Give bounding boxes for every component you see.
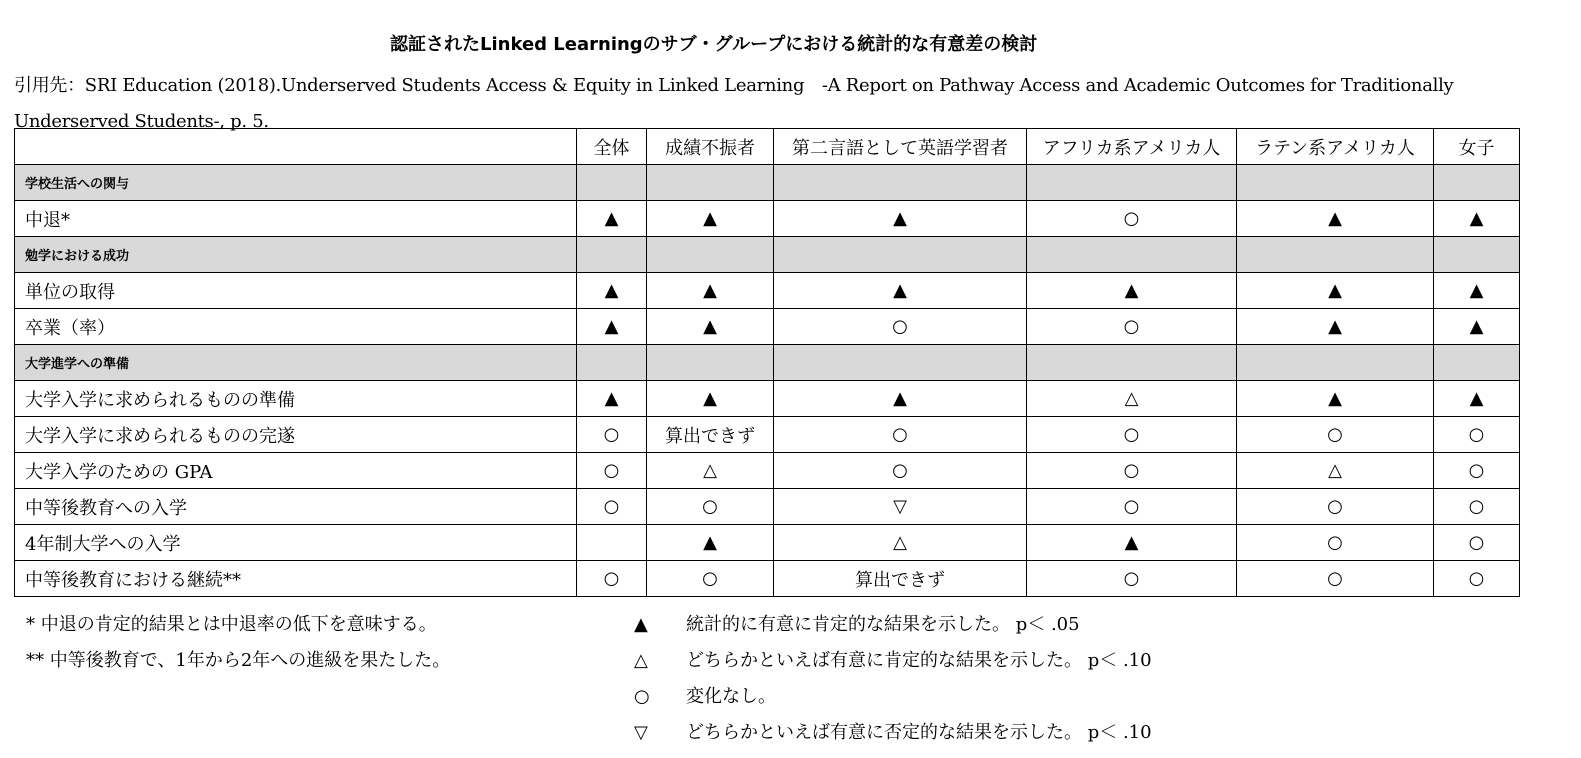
result-mark: ▲ (893, 388, 907, 409)
result-mark: ○ (1327, 496, 1343, 517)
results-table (14, 128, 1520, 597)
result-mark: ▲ (1469, 388, 1484, 409)
result-mark: ▲ (1328, 316, 1342, 337)
table-row (15, 273, 1520, 309)
result-mark: ○ (892, 316, 908, 337)
result-mark: ▲ (1469, 316, 1484, 337)
legend-item (634, 612, 1152, 648)
result-mark: ▲ (604, 280, 619, 301)
table-row (15, 309, 1520, 345)
section-empty-cell (647, 237, 774, 273)
section-empty-cell (647, 345, 774, 381)
result-mark: 算出できず (665, 425, 755, 447)
table-row (15, 417, 1520, 453)
row-label: 中退* (15, 201, 577, 237)
legend-text: どちらかといえば有意に否定的な結果を示した。 p＜ .10 (686, 722, 1152, 743)
result-cell (577, 201, 647, 237)
result-cell (1027, 309, 1237, 345)
result-mark: ○ (702, 568, 718, 589)
result-cell (774, 309, 1027, 345)
result-mark: ○ (1123, 208, 1140, 229)
section-empty-cell (647, 165, 774, 201)
result-cell (577, 417, 647, 453)
table-row (15, 381, 1520, 417)
result-cell (647, 489, 774, 525)
result-mark: ○ (603, 568, 620, 589)
footnote-dropout: * 中退の肯定的結果とは中退率の低下を意味する。 (26, 614, 437, 635)
result-mark: ○ (1468, 568, 1485, 589)
result-cell (1434, 489, 1520, 525)
result-cell (774, 561, 1027, 597)
result-cell (1027, 525, 1237, 561)
result-mark: ○ (1123, 316, 1140, 337)
section-label: 学校生活への関与 (15, 165, 577, 201)
section-empty-cell (774, 345, 1027, 381)
result-mark: ○ (1123, 460, 1140, 481)
result-mark: ○ (1327, 568, 1343, 589)
result-mark: ○ (1468, 424, 1485, 445)
circle-icon: ○ (634, 686, 650, 707)
table-row (15, 453, 1520, 489)
result-cell (647, 309, 774, 345)
section-empty-cell (1434, 345, 1520, 381)
result-mark: ○ (1123, 568, 1140, 589)
result-mark: ○ (1123, 424, 1140, 445)
result-cell (577, 273, 647, 309)
result-cell (577, 453, 647, 489)
result-cell (1237, 417, 1434, 453)
result-cell (1237, 201, 1434, 237)
result-mark: ○ (1468, 460, 1485, 481)
row-label: 中等後教育への入学 (15, 489, 577, 525)
section-label: 勉学における成功 (15, 237, 577, 273)
legend-text: 変化なし。 (686, 686, 776, 707)
result-mark: ▲ (1469, 208, 1484, 229)
title-text: 認証されたLinked Learningのサブ・グループにおける統計的な有意差の検討 (390, 34, 1038, 55)
outline-triangle-icon: △ (634, 650, 648, 671)
result-cell (1434, 525, 1520, 561)
result-mark: ▲ (1328, 280, 1342, 301)
result-mark: ▲ (1469, 280, 1484, 301)
result-mark: ○ (1468, 496, 1485, 517)
row-label: 大学入学に求められるものの完遂 (15, 417, 577, 453)
section-empty-cell (774, 237, 1027, 273)
result-mark: ▽ (893, 496, 907, 517)
result-cell (577, 525, 647, 561)
result-cell (647, 201, 774, 237)
result-mark: △ (1124, 388, 1139, 409)
result-cell (1237, 489, 1434, 525)
header-cell: 全体 (577, 129, 647, 165)
result-cell (1237, 273, 1434, 309)
section-empty-cell (1027, 165, 1237, 201)
legend-text: どちらかといえば有意に肯定的な結果を示した。 p＜ .10 (686, 650, 1152, 671)
result-cell (1434, 201, 1520, 237)
section-empty-cell (1237, 165, 1434, 201)
result-mark: ▲ (604, 388, 619, 409)
result-mark: ▲ (703, 532, 717, 553)
section-empty-cell (1434, 237, 1520, 273)
result-mark: 算出できず (855, 569, 945, 591)
legend (634, 612, 1152, 756)
result-cell (774, 273, 1027, 309)
result-cell (774, 489, 1027, 525)
result-mark: ▲ (1328, 388, 1342, 409)
legend-item (634, 648, 1152, 684)
table-row (15, 201, 1520, 237)
header-cell: ラテン系アメリカ人 (1237, 129, 1434, 165)
result-mark: ▲ (893, 208, 907, 229)
table-row (15, 489, 1520, 525)
result-mark: ▲ (604, 316, 619, 337)
down-triangle-icon: ▽ (634, 722, 648, 743)
result-cell (647, 453, 774, 489)
result-mark: ○ (1123, 496, 1140, 517)
row-label: 大学入学に求められるものの準備 (15, 381, 577, 417)
row-label: 単位の取得 (15, 273, 577, 309)
result-cell (1027, 381, 1237, 417)
legend-item (634, 720, 1152, 756)
result-cell (1434, 561, 1520, 597)
result-cell (577, 561, 647, 597)
result-mark: ○ (1327, 532, 1343, 553)
result-mark: ○ (1468, 532, 1485, 553)
result-cell (1027, 561, 1237, 597)
row-label: 4年制大学への入学 (15, 525, 577, 561)
citation: 引用先：SRI Education (2018).Underserved Students Access & Equity in Linked Learning -A Report on Pathway Access and Academic Outcomes for Traditionally Underserved Students-, p. 5. (14, 75, 1454, 132)
row-label: 大学入学のための GPA (15, 453, 577, 489)
result-cell (774, 201, 1027, 237)
legend-text: 統計的に有意に肯定的な結果を示した。 p＜ .05 (686, 614, 1080, 635)
section-row (15, 237, 1520, 273)
result-cell (1027, 453, 1237, 489)
result-mark: ▲ (1124, 532, 1139, 553)
result-cell (1237, 453, 1434, 489)
section-empty-cell (1237, 345, 1434, 381)
result-cell (1434, 417, 1520, 453)
result-mark: ▲ (703, 280, 717, 301)
result-cell (577, 489, 647, 525)
table-row (15, 561, 1520, 597)
result-cell (1027, 273, 1237, 309)
result-mark: ○ (892, 460, 908, 481)
result-cell (774, 381, 1027, 417)
result-cell (1434, 309, 1520, 345)
section-label: 大学進学への準備 (15, 345, 577, 381)
result-mark: ○ (702, 496, 718, 517)
result-cell (774, 453, 1027, 489)
header-cell: 成績不振者 (647, 129, 774, 165)
section-empty-cell (577, 237, 647, 273)
result-mark: ▲ (1124, 280, 1139, 301)
result-cell (1237, 309, 1434, 345)
result-cell (1027, 417, 1237, 453)
header-cell: 女子 (1434, 129, 1520, 165)
header-row (15, 129, 1520, 165)
result-mark: △ (893, 532, 907, 553)
result-mark: ▲ (703, 316, 717, 337)
footnote-continuation: ** 中等後教育で、1年から2年への進級を果たした。 (26, 650, 451, 671)
result-cell (1434, 273, 1520, 309)
header-cell: 第二言語として英語学習者 (774, 129, 1027, 165)
header-cell (15, 129, 577, 165)
result-cell (647, 381, 774, 417)
section-empty-cell (1237, 237, 1434, 273)
result-mark: △ (703, 460, 717, 481)
result-cell (1027, 489, 1237, 525)
result-cell (774, 417, 1027, 453)
section-empty-cell (774, 165, 1027, 201)
section-row (15, 345, 1520, 381)
section-empty-cell (577, 345, 647, 381)
result-mark: ○ (603, 460, 620, 481)
row-label: 中等後教育における継続** (15, 561, 577, 597)
filled-triangle-icon: ▲ (634, 614, 648, 635)
section-empty-cell (577, 165, 647, 201)
legend-item (634, 684, 1152, 720)
result-mark: ○ (1327, 424, 1343, 445)
result-cell (1434, 453, 1520, 489)
result-cell (1237, 561, 1434, 597)
section-row (15, 165, 1520, 201)
section-empty-cell (1434, 165, 1520, 201)
result-cell (774, 525, 1027, 561)
result-mark: ▲ (604, 208, 619, 229)
section-empty-cell (1027, 237, 1237, 273)
result-mark: △ (1328, 460, 1342, 481)
result-cell (1434, 381, 1520, 417)
section-empty-cell (1027, 345, 1237, 381)
result-cell (647, 561, 774, 597)
result-mark: ▲ (893, 280, 907, 301)
result-cell (1237, 525, 1434, 561)
result-cell (647, 525, 774, 561)
result-mark: ▲ (703, 208, 717, 229)
result-mark: ○ (603, 424, 620, 445)
footnotes (26, 612, 450, 684)
result-cell (577, 381, 647, 417)
result-cell (1237, 381, 1434, 417)
row-label: 卒業（率） (15, 309, 577, 345)
result-cell (1027, 201, 1237, 237)
result-mark: ▲ (1328, 208, 1342, 229)
result-mark: ▲ (703, 388, 717, 409)
table-body (15, 165, 1520, 597)
result-cell (647, 417, 774, 453)
result-cell (647, 273, 774, 309)
result-mark: ○ (603, 496, 620, 517)
header-cell: アフリカ系アメリカ人 (1027, 129, 1237, 165)
table-row (15, 525, 1520, 561)
result-cell (577, 309, 647, 345)
result-mark: ○ (892, 424, 908, 445)
